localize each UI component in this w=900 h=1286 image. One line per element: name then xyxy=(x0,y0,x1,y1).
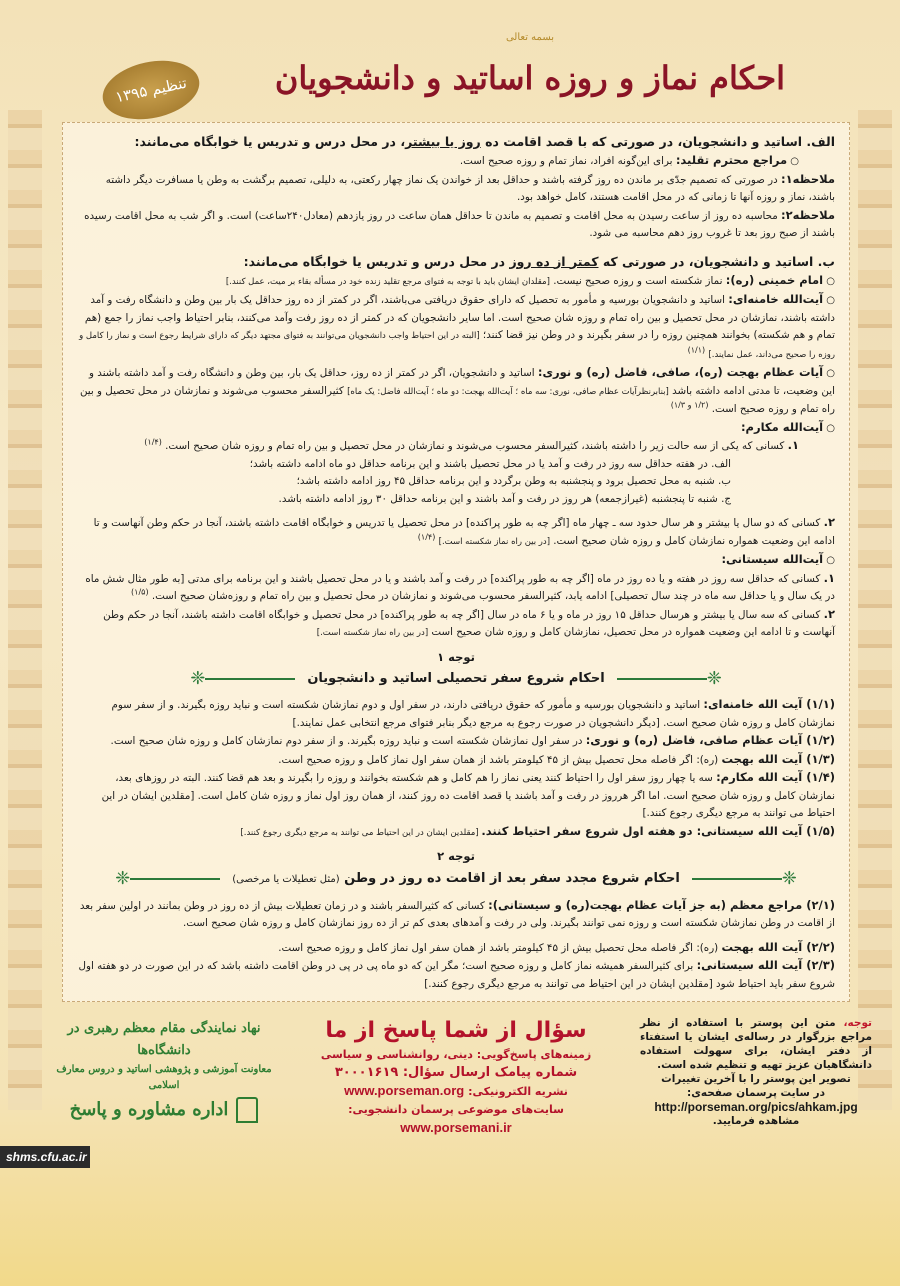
list-item xyxy=(77,152,835,171)
point-text: کسانی که حداقل سه روز در هفته و یا ده روز در ماه [اگر چه به طور پراکنده] در رفت و آمد باشند و یا در محل تحصیل باشند و این برنامه برای مدتی [به طور مثال شش ماه در یک سال و یا حداقل سه ماه در چند سال تحصیلی] ادامه یابد، کثیرالسفر محسوب می‌شوند و نمازشان در محل تحصیل و بین راه تمام و روزه‌شان صحیح است. xyxy=(85,572,835,602)
point-number: ۲. xyxy=(823,606,835,621)
item-text: اساتید و دانشجویان، اگر در کمتر از ده روز، حداقل یک بار، بین وطن و دانشگاه رفت و آمد داشته باشند و این وضعیت، تا مدتی ادامه داشته باشد xyxy=(89,367,835,397)
item-text: نماز شکسته است و روزه صحیح نیست. xyxy=(549,274,726,287)
org-logo-icon xyxy=(236,1097,258,1123)
item-label: آیت‌الله سیستانی: xyxy=(721,552,824,566)
list-item xyxy=(77,769,835,823)
heading-text: در محل درس و تدریس یا خوابگاه می‌مانند: xyxy=(243,253,510,269)
page-flow xyxy=(0,122,900,1170)
item-text: [مقلدین ایشان در این احتیاط می توانند به مرجع دیگری رجوع کنند.] xyxy=(240,827,482,838)
sms-label: شماره پیامک ارسال سؤال: xyxy=(398,1065,578,1080)
item-text: کثیرالسفر محسوب می‌شوند و نمازشان در محل تحصیل و بین راه تمام و روزه صحیح است. xyxy=(79,384,835,415)
sites-link[interactable]: www.porsemani.ir xyxy=(400,1120,512,1135)
ejournal-link[interactable]: www.porseman.org xyxy=(344,1083,465,1098)
point-text: کسانی که یکی از سه حالت زیر را داشته باشند، کثیرالسفر محسوب می‌شوند و نمازشان در محل تحصیل و بین راه تمام و روزه شان صحیح است. xyxy=(165,440,788,452)
item-note: [بنابرنظرآیات عظام صافی، نوری: سه ماه ؛ آیت‌الله بهجت: دو ماه ؛ آیت‌الله فاضل: یک ماه] xyxy=(347,386,669,397)
item-number: (۱/۴) xyxy=(806,770,835,784)
item-number: (۱/۱) xyxy=(806,697,835,711)
ornament-icon: ❈ xyxy=(190,668,295,690)
footnote-ref: (۱/۵) xyxy=(131,587,149,597)
notice-text: تصویر این پوستر را با آخرین تغییرات xyxy=(661,1073,851,1085)
content-panel xyxy=(62,122,850,1002)
contact-fields: زمینه‌های پاسخ‌گویی: دینی، روانشناسی و سیاسی xyxy=(320,1048,592,1061)
makarem-point-1 xyxy=(77,437,835,456)
footnote-ref: (۱/۴) xyxy=(417,532,436,542)
organization-logo-block xyxy=(44,1018,284,1126)
contact-block xyxy=(296,1016,616,1138)
heading-underlined: کمتر از ده روز xyxy=(509,253,599,269)
point-number: ۱. xyxy=(823,570,835,585)
point-note: [در بین راه نماز شکسته است.] xyxy=(316,628,429,638)
item-label: آیت‌الله خامنه‌ای: xyxy=(728,292,824,306)
list-item xyxy=(77,732,835,751)
point-note: [در بین راه نماز شکسته است.] xyxy=(438,536,551,547)
heading-underlined: روز یا بیشتر xyxy=(405,134,481,149)
item-label: آیت الله مکارم: xyxy=(716,770,807,784)
note-2-title-row xyxy=(77,868,835,891)
sistani-point-2 xyxy=(77,606,835,643)
case-item: ب. شنبه به محل تحصیل برود و پنجشنبه به وطن برگردد و این برنامه حداقل ۴۵ روز ادامه داشته باشد؛ xyxy=(296,475,731,487)
item-text: برای این‌گونه افراد، نماز تمام و روزه صحیح است. xyxy=(459,155,673,167)
item-note: [البته در این احتیاط واجب دانشجویان می‌توانند به فتوای مجتهد دیگر که دارای شرایط رجوع است و نماز را کامل و روزه را صحیح می‌داند، عمل نمایند.] xyxy=(79,331,835,360)
sistani-point-1 xyxy=(77,570,835,606)
note-1 xyxy=(77,171,835,207)
org-department: معاونت آموزشی و پژوهشی اساتید و دروس معارف اسلامی xyxy=(56,1064,272,1091)
item-text: اساتید و دانشجویان بورسیه و مأمور که حقوق دریافتی دارند، در سفر اول و دوم نمازشان شکسته است و نباید روزه بگیرند. و از سفر سوم نمازشان کامل و روزه شان صحیح است. [دیگر دانشجویان در صورت رجوع به مرجع دیگر بنابر فتوای مرجع انتخابی عمل نمایند.] xyxy=(111,699,835,729)
item-number: (۲/۱) xyxy=(806,897,835,912)
item-number: (۱/۲) xyxy=(806,733,835,747)
notice-text: در سایت پرسمان صفحه‌ی: xyxy=(687,1087,825,1099)
date-badge: تنظیم ۱۳۹۵ xyxy=(97,52,205,127)
note-2 xyxy=(77,207,835,243)
point-number: ۲. xyxy=(823,515,835,529)
item-label: آیت الله سیستانی: دو هفته اول شروع سفر احتیاط کنند. xyxy=(481,823,807,838)
makarem-point-2 xyxy=(77,514,835,551)
list-item xyxy=(77,823,835,843)
point-text: کسانی که سه سال یا بیشتر و هرسال حداقل ۱۵ روز در ماه و یا ۶ ماه در سال [اگر چه به طور پراکنده] در محل تحصیل و خوابگاه اقامت داشته باشند، آنجا در حکم وطن آنهاست و تا ادامه این وضعیت همواره در محل تحصیل، نمازشان کامل و روزه شان صحیح است xyxy=(103,608,835,638)
title-subtitle: (مثل تعطیلات یا مرخصی) xyxy=(232,873,340,885)
item-number: (۲/۲) xyxy=(806,939,835,954)
sms-number: ۳۰۰۰۱۶۱۹ xyxy=(334,1065,399,1080)
item-label: آیت الله بهجت xyxy=(721,939,807,954)
note-1-title-row xyxy=(77,668,835,690)
ruling-khomeini xyxy=(77,272,835,292)
heading-text: ، در محل درس و تدریس یا خوابگاه می‌مانند: xyxy=(134,134,406,149)
item-number: (۱/۵) xyxy=(806,823,835,838)
sites-label: سایت‌های موضوعی پرسمان دانشجویی: xyxy=(348,1103,564,1116)
ruling-sistani xyxy=(77,551,835,570)
watermark: shms.cfu.ac.ir xyxy=(0,1146,90,1168)
case-item: الف. در هفته حداقل سه روز در رفت و آمد یا در محل تحصیل باشند و این برنامه حداقل دو ماه ادامه داشته باشد؛ xyxy=(249,457,731,470)
list-item xyxy=(77,957,835,993)
bismillah: بسمه تعالی xyxy=(505,32,555,43)
item-text: اساتید و دانشجویان بورسیه و مأمور به تحصیل که دارای حقوق دریافتی می‌باشند، اگر در کمتر از ده روز حداقل یک بار بین وطن و دانشگاه رفت و آمد داشته باشند، نمازشان در محل تحصیل و بین راه تمام و روزه شان صحیح است. اما سایر دانشجویان که در کمتر از ده روز رفت وآمد می‌کنند، بنابر احتیاط واجب نماز را جمع (هم تمام و هم شکسته) بخوانند همچنین روزه را در سفر بگیرند و در وطن نیز قضا کنند؛ xyxy=(84,294,835,341)
notice-text: متن این پوستر با استفاده از نظر مراجع بزرگوار در رساله‌ی ایشان یا استفتاء از دفتر ایشان، برای سهولت استفاده دانشگاهیان عزیز تهیه و تنظیم شده است. xyxy=(640,1017,872,1071)
item-label: امام خمینی (ره): xyxy=(725,272,824,287)
item-label: آیت الله بهجت xyxy=(721,751,807,766)
footnote-ref: (۱/۱) xyxy=(687,345,706,355)
poster-title: احکام نماز و روزه اساتید و دانشجویان xyxy=(274,59,786,97)
item-text: برای کثیرالسفر همیشه نماز کامل و روزه صحیح است؛ مگر این که دو ماه پی در پی در وطن اقامت داشته باشد که در این صورت در دو هفته اول شروع سفر باید احتیاط شود [مقلدین ایشان در این احتیاط می توانند به مرجع دیگری رجوع کنند.] xyxy=(78,960,835,990)
item-note: [مقلدان ایشان باید با توجه به فتوای مرجع تقلید زنده خود در مسأله بقاء بر میت، عمل کنند.] xyxy=(225,276,550,287)
item-text: کسانی که کثیرالسفر باشند و در زمان تعطیلات بیش از ده روز در وطن بمانند در اولین سفر بعد از اقامت در وطن نمازشان شکسته است و روزه نمی توانند بگیرند. ولی در رفت و آمدهای بعدی کم تر از ده روز نمازشان کامل و روزه شان صحیح است. xyxy=(79,899,835,929)
note-text: محاسبه ده روز از ساعت رسیدن به محل اقامت و تصمیم به ماندن تا حداقل همان ساعت در روز یازدهم (معادل۲۴۰ساعت) است. و اگر شب به محل اقامت رسیده باشند از صبح روز بعد تا غروب روز دهم محاسبه می شود. xyxy=(84,209,835,239)
item-label: آیت الله سیستانی: xyxy=(696,958,807,972)
note-label: ملاحظه۱: xyxy=(781,171,835,186)
notice-text: مشاهده فرمایید. xyxy=(712,1115,800,1127)
contact-title: سؤال از شما پاسخ از ما xyxy=(325,1018,587,1043)
item-text: (ره): اگر فاصله محل تحصیل بیش از ۴۵ کیلومتر باشد از همان سفر اول نماز کامل و روزه صحیح است. xyxy=(278,941,722,954)
note-2-label: توجه ۲ xyxy=(437,849,475,863)
footnote-ref: (۱/۴) xyxy=(144,437,162,447)
item-label: مراجع محترم تقلید: xyxy=(675,153,788,167)
item-label: آیت‌الله مکارم: xyxy=(740,419,824,434)
ruling-khamenei xyxy=(77,291,835,364)
item-text: سه یا چهار روز سفر اول را احتیاط کنند یعنی نماز را هم کامل و هم شکسته بخوانند و روزه را بگیرند و بعد هم قضا کنند. البته در روزهای بعد، نمازشان کامل و روزه شان صحیح است. اما اگر هرروز در رفت و آمد باشند یا قصد اقامت ده روز کنند، از همان روز اول نماز و روزه شان کامل است. [مقلدین ایشان در این احتیاط می توانند به مرجع دیگری رجوع کنند.] xyxy=(101,772,835,819)
footnote-ref: (۱/۲ و ۱/۳) xyxy=(670,400,709,410)
list-item xyxy=(77,897,835,933)
item-label: مراجع معظم (به جز آیات عظام بهجت(ره) و سیستانی): xyxy=(488,897,807,912)
notice-label: توجه، xyxy=(843,1017,872,1029)
heading-text: الف. اساتید و دانشجویان، در صورتی که با قصد اقامت ده xyxy=(480,134,835,149)
section-a-heading xyxy=(77,131,835,152)
ejournal-label: نشریه الکترونیکی: xyxy=(464,1085,568,1098)
list-item xyxy=(77,939,835,958)
item-text: (ره): اگر فاصله محل تحصیل بیش از ۴۵ کیلومتر باشد از همان سفر اول نماز کامل و روزه صحیح است. xyxy=(278,753,722,766)
poster-footer xyxy=(0,1002,900,1170)
section-b-heading xyxy=(77,251,835,272)
org-name: نهاد نمایندگی مقام معظم رهبری در دانشگاه‌ها xyxy=(67,1021,261,1058)
item-number: (۱/۳) xyxy=(806,751,835,766)
item-label: آیات عظام بهجت (ره)، صافی، فاضل (ره) و نوری: xyxy=(537,365,824,379)
heading-text: ب. اساتید و دانشجویان، در صورتی که xyxy=(598,253,835,269)
ruling-others xyxy=(77,364,835,419)
org-office: اداره مشاوره و پاسخ xyxy=(69,1099,229,1120)
note-2-title xyxy=(232,868,680,891)
note-1-label: توجه ۱ xyxy=(437,649,475,664)
poster-header xyxy=(205,30,855,116)
point-number: ۱. xyxy=(787,438,799,452)
item-label: آیات عظام صافی، فاضل (ره) و نوری: xyxy=(585,733,807,747)
note-1-title: احکام شروع سفر تحصیلی اساتید و دانشجویان xyxy=(307,671,605,686)
list-item xyxy=(77,696,835,732)
case-item: ج. شنبه تا پنجشنبه (غیرازجمعه) هر روز در رفت و آمد باشند و این برنامه حداقل ۳۰ روز ادامه داشته باشد. xyxy=(278,492,731,505)
poster-notice xyxy=(640,1016,872,1128)
list-item xyxy=(77,751,835,770)
ornament-icon: ❈ xyxy=(617,668,722,690)
note-text: در صورتی که تصمیم جدّی بر ماندن ده روز گرفته باشند و حداقل بعد از خواندن یک نماز چهار رکعتی، به دلیلی، تصمیم برگشت به وطن یا مسافرت دیگر داشته باشند، نماز و روزه آنها تا زمانی که در محل اقامت هستند، کامل خواهد بود. xyxy=(105,173,835,203)
note-label: ملاحظه۲: xyxy=(781,207,835,222)
ruling-makarem xyxy=(77,419,835,438)
ornament-icon: ❈ xyxy=(115,868,220,890)
ornament-icon: ❈ xyxy=(692,868,797,890)
point-text: کسانی که دو سال یا بیشتر و هر سال حدود سه ـ چهار ماه [اگر چه به طور پراکنده] در محل تحصیل یا تدریس و خوابگاه اقامت داشته باشند، آنجا در حکم وطن آنهاست و تا ادامه این وضعیت همواره نمازشان کامل و روزه شان صحیح است. xyxy=(93,517,835,547)
item-text: در سفر اول نمازشان شکسته است و نباید روزه بگیرند. و از سفر دوم نمازشان کامل و روزه شان صحیح است. xyxy=(110,735,586,747)
poster-image-link[interactable]: http://porseman.org/pics/ahkam.jpg xyxy=(654,1100,858,1114)
title-text: احکام شروع مجدد سفر بعد از اقامت ده روز در وطن xyxy=(344,870,680,886)
item-label: آیت الله خامنه‌ای: xyxy=(703,697,807,711)
item-number: (۲/۳) xyxy=(806,958,835,972)
